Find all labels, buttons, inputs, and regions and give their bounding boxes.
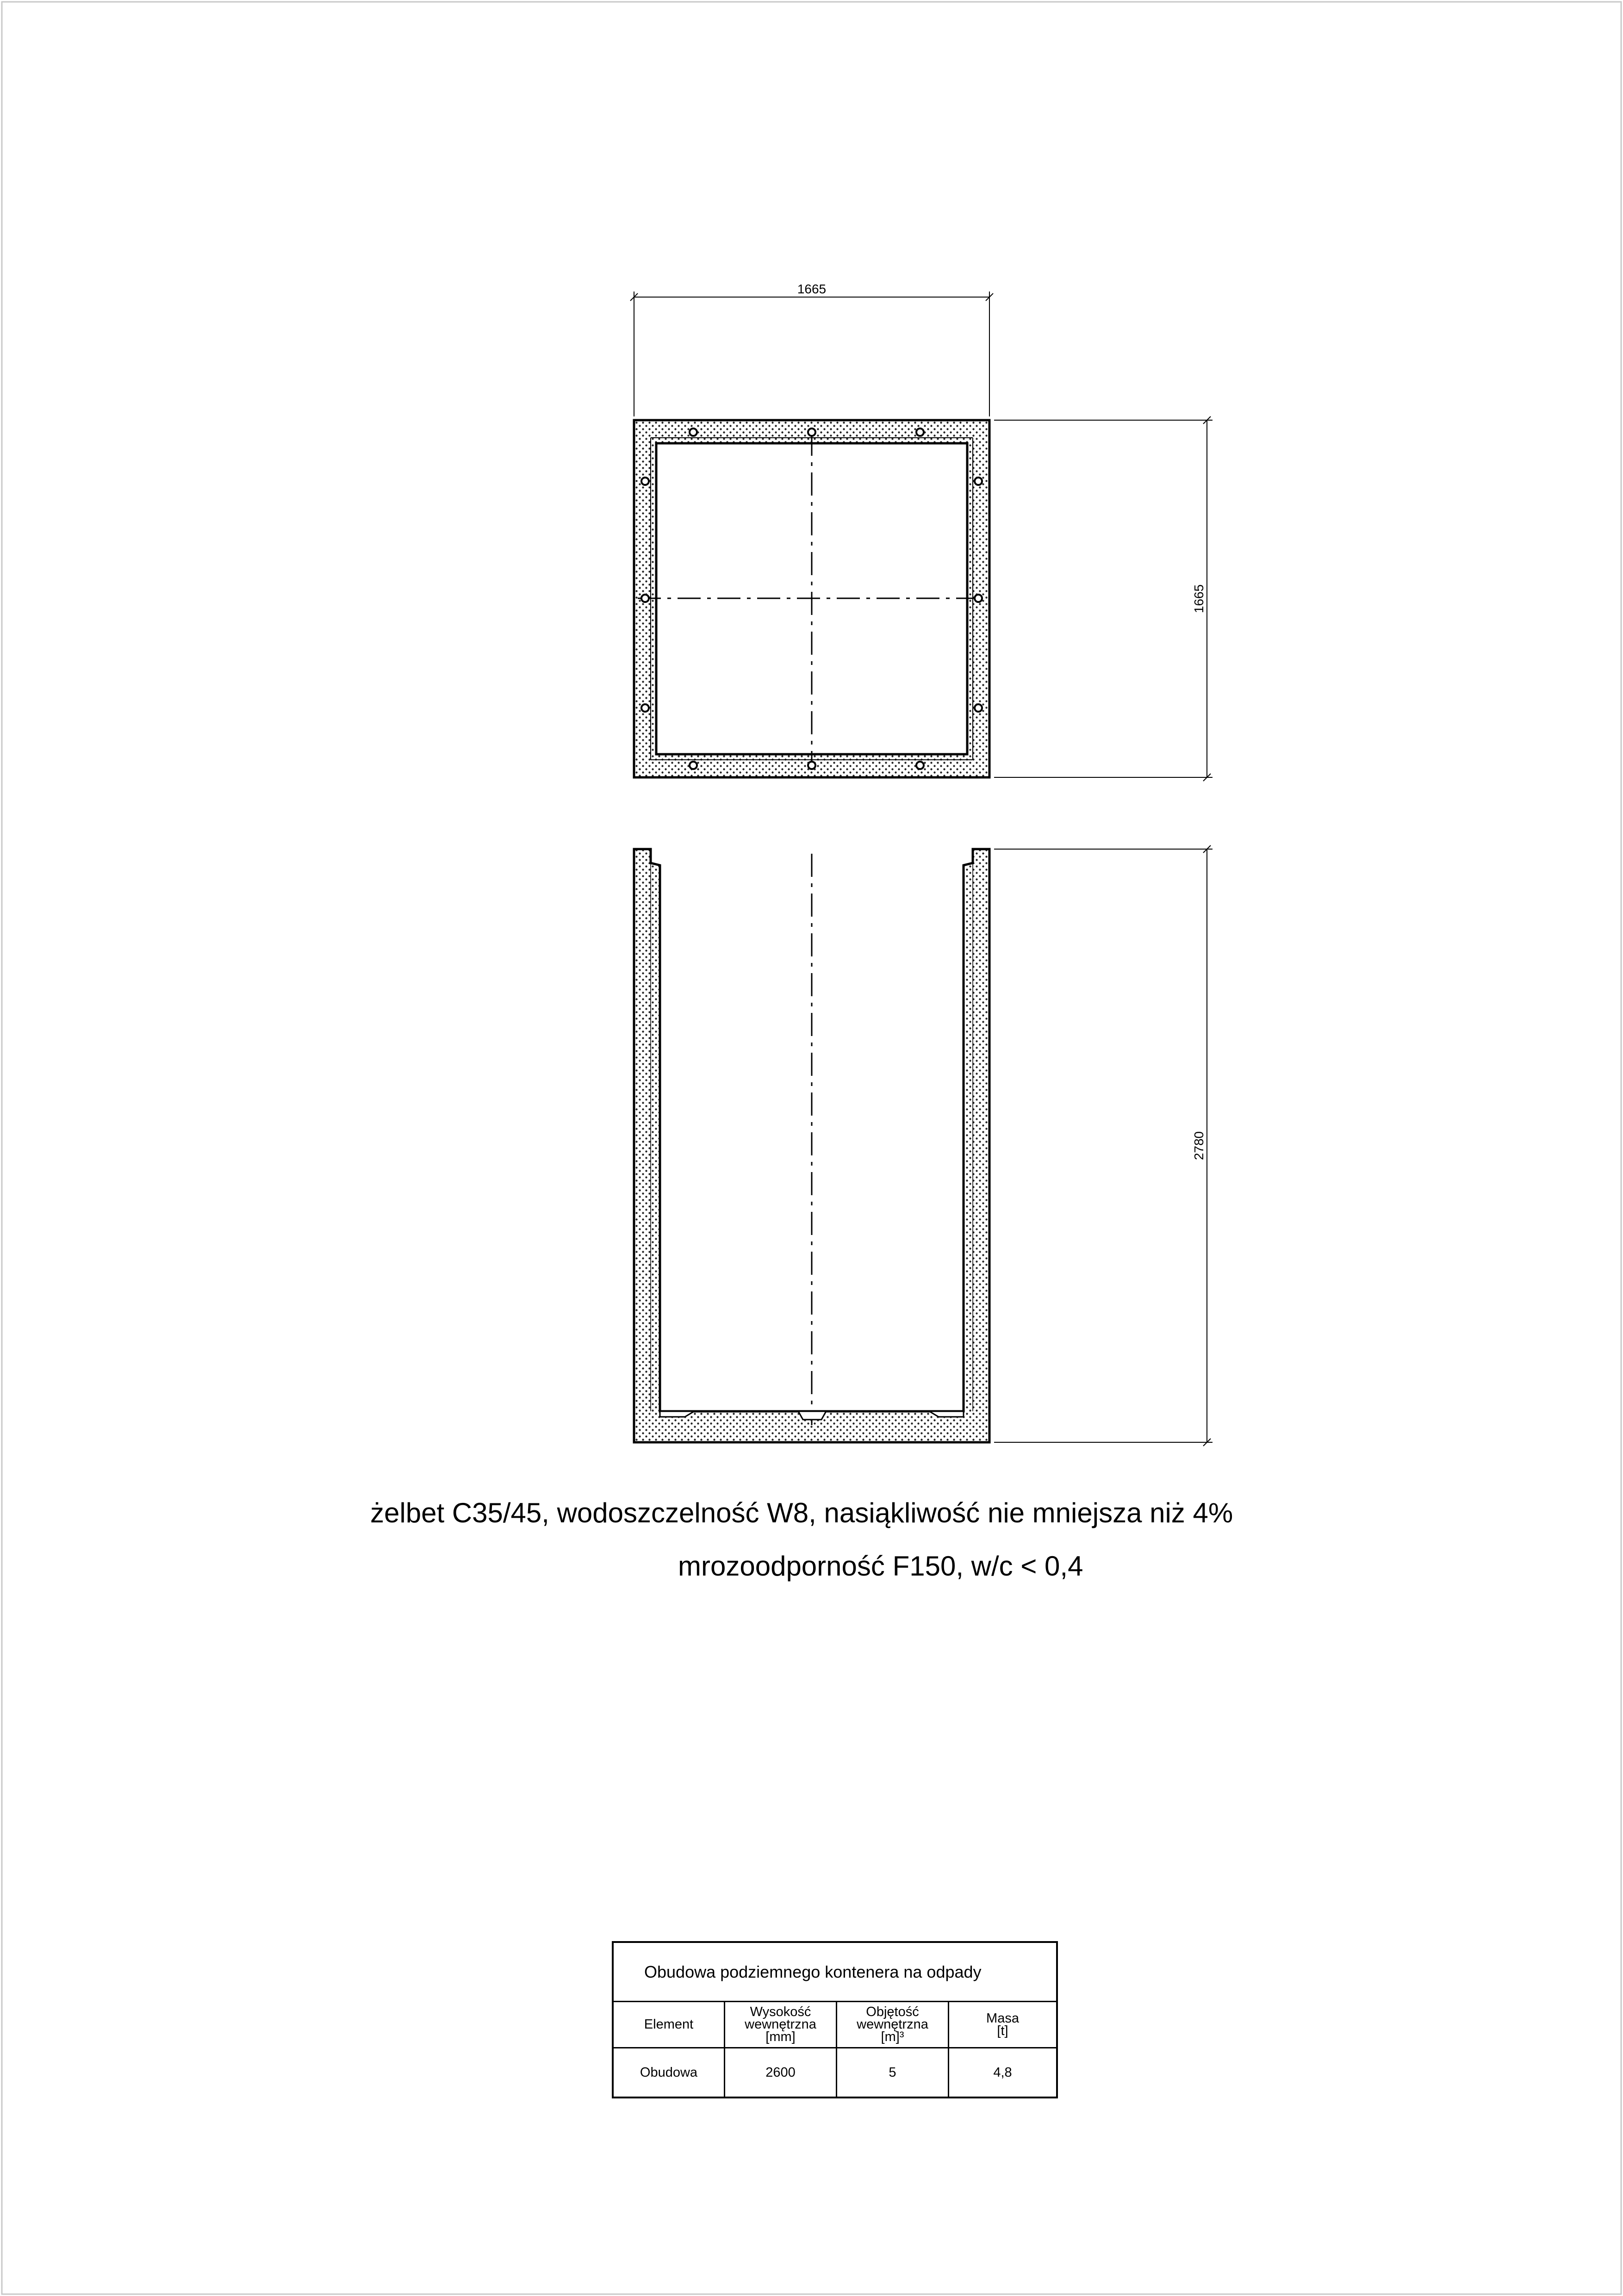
- material-note-line2: mrozoodporność F150, w/c < 0,4: [678, 1551, 1083, 1582]
- header-height-line2: wewnętrzna: [745, 2017, 816, 2032]
- dimension-section-height-label: 2780: [1192, 1131, 1206, 1160]
- material-note-line1: żelbet C35/45, wodoszczelność W8, nasiąkliwość nie mniejsza niż 4%: [370, 1497, 1233, 1528]
- table-title: Obudowa podziemnego kontenera na odpady: [644, 1962, 982, 1981]
- dimension-section-height: [994, 845, 1213, 1446]
- header-volume-line1: Objętość: [866, 2004, 919, 2019]
- section-view: [634, 845, 1213, 1446]
- cell-height: 2600: [725, 2048, 837, 2097]
- dimension-top-width-label: 1665: [797, 282, 827, 296]
- header-mass-line2: [t]: [997, 2023, 1008, 2038]
- header-height: [725, 2002, 837, 2047]
- dimension-top-depth-label: 1665: [1192, 584, 1206, 614]
- header-height-line1: Wysokość: [750, 2004, 811, 2019]
- header-volume-line2: wewnętrzna: [857, 2017, 928, 2032]
- table-header-row: [614, 2002, 1056, 2048]
- cell-element: Obudowa: [614, 2048, 725, 2097]
- plan-view: [630, 282, 1213, 781]
- table-row: [614, 2048, 1056, 2097]
- header-element: Element: [614, 2002, 725, 2047]
- header-height-line3: [mm]: [765, 2029, 796, 2044]
- header-volume-line3: [m]³: [881, 2029, 904, 2044]
- cell-volume: 5: [837, 2048, 949, 2097]
- specification-table: [612, 1941, 1058, 2098]
- dimension-top-width: [630, 292, 993, 416]
- header-mass: [949, 2002, 1056, 2047]
- header-mass-line1: Masa: [986, 2011, 1019, 2026]
- table-title-row: [614, 1943, 1056, 2002]
- cell-mass: 4,8: [993, 2065, 1012, 2080]
- dimension-top-depth: [994, 416, 1213, 781]
- header-volume: [837, 2002, 949, 2047]
